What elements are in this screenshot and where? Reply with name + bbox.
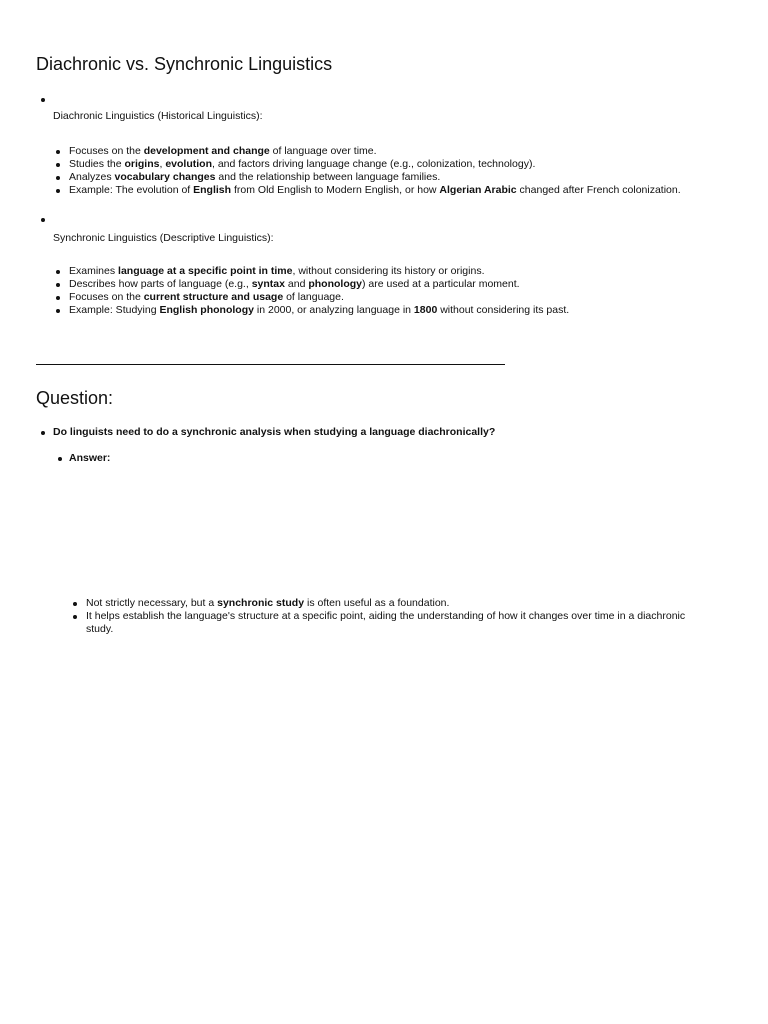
diachronic-section-label: Diachronic Linguistics (Historical Linguistics): xyxy=(53,110,263,122)
list-item xyxy=(53,171,753,184)
bold-text: English phonology xyxy=(159,304,254,316)
list-item xyxy=(53,291,753,304)
text-run: , without considering its history or origins. xyxy=(292,265,485,277)
text-run: Describes how parts of language (e.g., xyxy=(69,278,252,290)
diachronic-points-list xyxy=(53,145,753,197)
answer-bullet xyxy=(58,457,62,461)
text-run: Studies the xyxy=(69,158,125,170)
text-run: ) are used at a particular moment. xyxy=(361,278,520,290)
bold-text: current structure and usage xyxy=(143,291,284,303)
synchronic-points-list xyxy=(53,265,753,317)
bold-text: vocabulary changes xyxy=(114,171,216,183)
answer-item xyxy=(69,452,749,465)
answer-points-list xyxy=(70,597,715,636)
bold-text: syntax xyxy=(251,278,285,290)
text-run: and the relationship between language families. xyxy=(215,171,441,183)
list-item xyxy=(70,610,715,636)
text-run: is often useful as a foundation. xyxy=(304,597,450,609)
text-run: Analyzes xyxy=(69,171,115,183)
bold-text: English xyxy=(193,184,232,196)
text-run: in 2000, or analyzing language in xyxy=(253,304,414,316)
list-item xyxy=(53,304,753,317)
synchronic-section-bullet xyxy=(41,218,45,222)
text-run: Not strictly necessary, but a xyxy=(86,597,218,609)
text-run: Focuses on the xyxy=(69,145,144,157)
diachronic-section-bullet xyxy=(41,98,45,102)
list-item xyxy=(53,278,753,291)
question-bullet xyxy=(41,431,45,435)
question-item xyxy=(53,426,753,439)
section-divider xyxy=(36,364,505,365)
text-run: It helps establish the language's structure at a specific point, aiding the understanding of how it changes over time in a diachronic study. xyxy=(86,610,686,635)
bold-text: evolution xyxy=(165,158,212,170)
text-run: Example: The evolution of xyxy=(69,184,194,196)
text-run: of language. xyxy=(283,291,344,303)
text-run: changed after French colonization. xyxy=(516,184,681,196)
bold-text: Algerian Arabic xyxy=(439,184,517,196)
bold-text: phonology xyxy=(308,278,362,290)
question-text: Do linguists need to do a synchronic analysis when studying a language diachronically? xyxy=(53,426,496,438)
text-run: , and factors driving language change (e.g., colonization, technology). xyxy=(211,158,536,170)
text-run: of language over time. xyxy=(269,145,377,157)
bold-text: origins xyxy=(124,158,160,170)
list-item xyxy=(53,145,753,158)
bold-text: 1800 xyxy=(413,304,438,316)
synchronic-section-label: Synchronic Linguistics (Descriptive Linguistics): xyxy=(53,232,274,244)
list-item xyxy=(70,597,715,610)
bold-text: synchronic study xyxy=(217,597,305,609)
bold-text: language at a specific point in time xyxy=(118,265,293,277)
list-item xyxy=(53,158,753,171)
bold-text: development and change xyxy=(143,145,270,157)
text-run: from Old English to Modern English, or how xyxy=(231,184,440,196)
text-run: Examines xyxy=(69,265,119,277)
list-item xyxy=(53,184,753,197)
text-run: Example: Studying xyxy=(69,304,160,316)
text-run: , xyxy=(159,158,166,170)
question-heading: Question: xyxy=(36,388,114,408)
answer-label: Answer: xyxy=(69,452,111,464)
text-run: without considering its past. xyxy=(437,304,570,316)
list-item xyxy=(53,265,753,278)
text-run: Focuses on the xyxy=(69,291,144,303)
text-run: and xyxy=(284,278,309,290)
page-title: Diachronic vs. Synchronic Linguistics xyxy=(36,54,333,74)
